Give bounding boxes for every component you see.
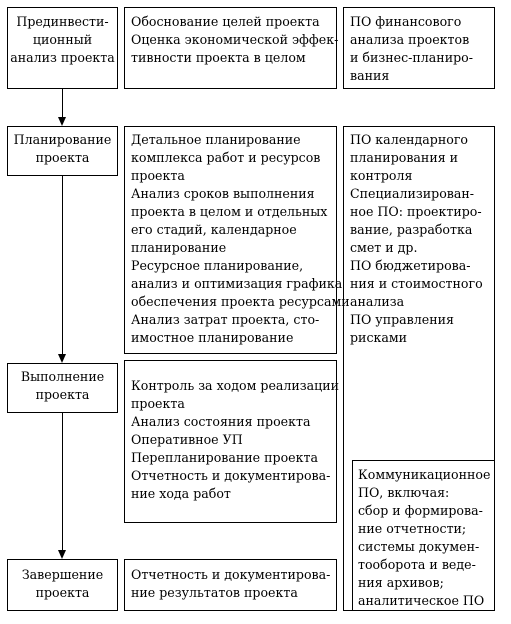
- task-text-planning: Детальное планирование комплекса работ и ресурсов проекта Анализ сроков выполнения проекта в целом и отдельных его стадий, календарное планирование Ресурсное планирование, анализ и оптимизация графика обеспечения проекта ресурсами Анализ затрат проекта, сто- имостное планирование: [131, 132, 350, 345]
- stage-text-completion: Завершение проекта: [21, 567, 104, 600]
- stage-text-preinvestment: Прединвести- ционный анализ проекта: [10, 14, 115, 65]
- stage-text-execution: Выполнение проекта: [20, 369, 105, 402]
- arrowhead-to-planning: [58, 117, 66, 126]
- task-text-execution: Контроль за ходом реализации проекта Анализ состояния проекта Оперативное УП Перепланирование проекта Отчетность и документирова- ние хода работ: [131, 378, 340, 501]
- connector-execution-completion: [62, 413, 63, 551]
- software-text-financial: ПО финансового анализа проектов и бизнес-планиро- вания: [350, 14, 473, 83]
- software-text-communication: Коммуникационное ПО, включая: сбор и формирова- ние отчетности; системы докумен- тооборота и веде- ния архивов; аналитическое ПО: [358, 467, 491, 608]
- arrowhead-to-completion: [58, 550, 66, 559]
- task-text-preinvestment: Обоснование целей проекта Оценка экономической эффек- тивности проекта в целом: [131, 14, 339, 65]
- connector-preinvestment-planning: [62, 89, 63, 118]
- software-text-planning: ПО календарного планирования и контроля Специализирован- ное ПО: проектиро- вание, разработка смет и др. ПО бюджетирова- ния и стоимостного анализа ПО управления рисками: [350, 132, 483, 345]
- arrowhead-to-execution: [58, 354, 66, 363]
- connector-planning-execution: [62, 176, 63, 355]
- task-text-completion: Отчетность и документирова- ние результатов проекта: [131, 567, 331, 600]
- stage-text-planning: Планирование проекта: [13, 132, 112, 165]
